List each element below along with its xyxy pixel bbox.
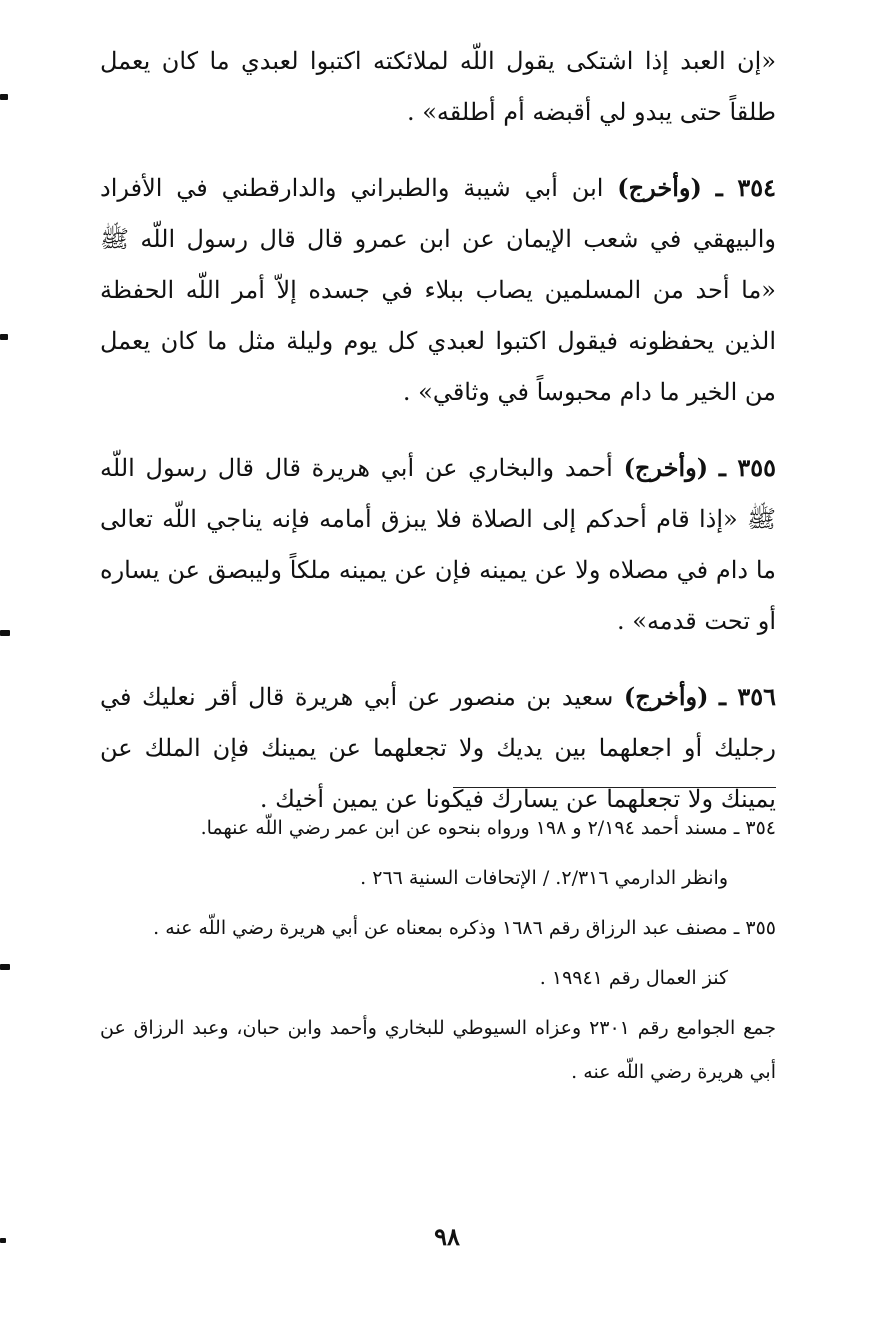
- hadith-paragraph-355: [100, 442, 776, 647]
- footnote-354: ٣٥٤ ـ مسند أحمد ٢/١٩٤ و ١٩٨ ورواه بنحوه عن ابن عمر رضي اللّه عنهما.: [200, 817, 776, 839]
- paragraph-text: «إن العبد إذا اشتكى يقول اللّه لملائكته اكتبوا لعبدي ما كان يعمل طلقاً حتى يبدو لي أقبضه أم أطلقه» .: [100, 47, 776, 126]
- kharaja-label: (وأخرج): [623, 453, 709, 482]
- scan-edge-mark: [0, 334, 8, 340]
- page-number: ٩٨: [434, 1222, 460, 1251]
- footnote-divider: [453, 787, 776, 788]
- hadith-paragraph-continuation: [100, 36, 776, 138]
- hadith-number: ٣٥٥ ـ: [718, 453, 777, 482]
- paragraph-text: أحمد والبخاري عن أبي هريرة قال قال رسول اللّه ﷺ «إذا قام أحدكم إلى الصلاة فلا يبزق أمامه فإنه يناجي اللّه تعالى ما دام في مصلاه ولا عن يمينه فإن عن يمينه ملكاً وليبصق عن يساره أو تحت قدمه» .: [100, 454, 777, 635]
- scan-edge-mark: [0, 1238, 6, 1243]
- scan-edge-mark: [0, 94, 8, 100]
- hadith-paragraph-356: [100, 671, 776, 825]
- hadith-number: ٣٥٤ ـ: [715, 173, 777, 202]
- scan-edge-mark: [0, 964, 10, 970]
- footnote-355: ٣٥٥ ـ مصنف عبد الرزاق رقم ١٦٨٦ وذكره بمعناه عن أبي هريرة رضي اللّه عنه .: [153, 917, 776, 939]
- kharaja-label: (وأخرج): [623, 682, 709, 711]
- scan-edge-mark: [0, 630, 10, 636]
- hadith-paragraph-354: [100, 162, 776, 418]
- footnote-354-continued: وانظر الدارمي ٢/٣١٦. / الإتحافات السنية ٢٦٦ .: [360, 867, 728, 889]
- hadith-number: ٣٥٦ ـ: [719, 682, 776, 711]
- paragraph-text: سعيد بن منصور عن أبي هريرة قال أقر نعليك في رجليك أو اجعلهما بين يديك ولا تجعلهما عن يمينك فإن الملك عن يمينك ولا تجعلهما عن يسارك فيكونا عن يمين أخيك .: [100, 683, 776, 813]
- kharaja-label: (وأخرج): [617, 173, 702, 202]
- paragraph-text: ابن أبي شيبة والطبراني والدارقطني في الأفراد والبيهقي في شعب الإيمان عن ابن عمرو قال قال رسول اللّه ﷺ «ما أحد من المسلمين يصاب ببلاء في جسده إلاّ أمر اللّه الحفظة الذين يحفظونه فيقول اكتبوا لعبدي كل يوم وليلة مثل ما كان يعمل من الخير ما دام محبوساً في وثاقي» .: [100, 174, 776, 406]
- main-text: [100, 36, 776, 849]
- footnote-355-kanz: كنز العمال رقم ١٩٩٤١ .: [539, 967, 728, 989]
- footnotes: [100, 806, 776, 1100]
- footnote-355-jam: جمع الجوامع رقم ٢٣٠١ وعزاه السيوطي للبخاري وأحمد وابن حبان، وعبد الرزاق عن أبي هريرة رضي اللّه عنه .: [100, 1017, 776, 1083]
